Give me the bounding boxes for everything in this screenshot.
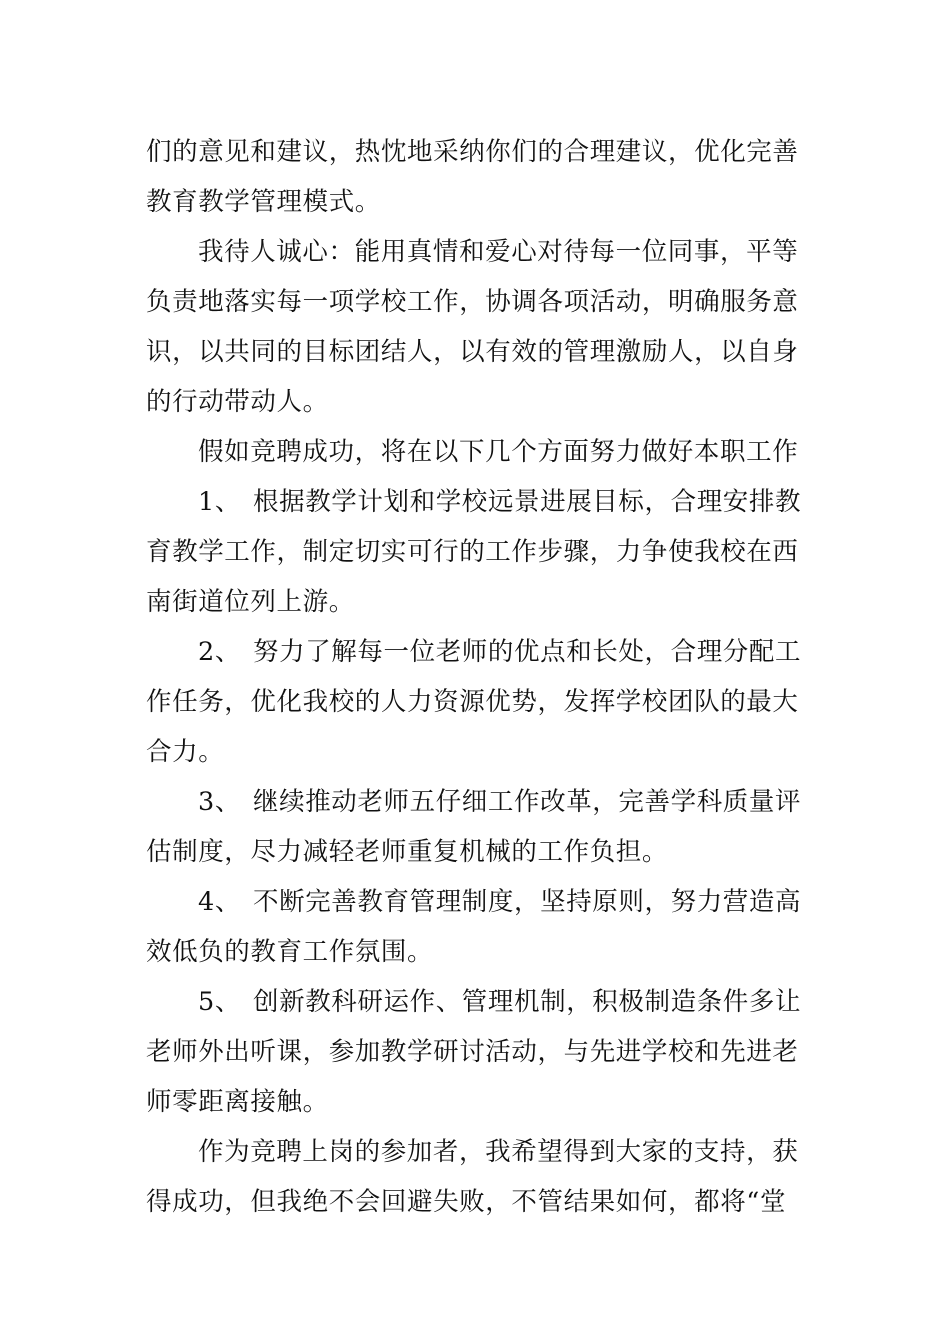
- text-line: 师零距离接触。: [146, 1087, 329, 1117]
- item-number: 5、: [198, 987, 241, 1017]
- text-line: 负责地落实每一项学校工作，协调各项活动，明确服务意: [146, 287, 799, 317]
- text-line: 们的意见和建议，热忱地采纳你们的合理建议，优化完善: [146, 137, 799, 167]
- text-line: 估制度，尽力减轻老师重复机械的工作负担。: [146, 837, 669, 867]
- text-line: [146, 477, 816, 527]
- paragraph: [146, 127, 816, 227]
- text-line: 南街道位列上游。: [146, 587, 355, 617]
- item-text: 努力了解每一位老师的优点和长处，合理分配工: [253, 637, 802, 667]
- item-text: 根据教学计划和学校远景进展目标，合理安排教: [253, 487, 802, 517]
- text-line: [146, 877, 816, 927]
- item-number: 3、: [198, 787, 241, 817]
- paragraph: [146, 1127, 816, 1227]
- numbered-item: [146, 877, 816, 977]
- text-line: [146, 627, 816, 677]
- item-number: 1、: [198, 487, 241, 517]
- numbered-item: [146, 777, 816, 877]
- text-line: 得成功，但我绝不会回避失败，不管结果如何，都将“堂: [146, 1187, 787, 1217]
- item-text: 创新教科研运作、管理机制，积极制造条件多让: [253, 987, 802, 1017]
- paragraph: [146, 227, 816, 427]
- paragraph: [146, 427, 816, 477]
- text-line: 作任务，优化我校的人力资源优势，发挥学校团队的最大: [146, 687, 799, 717]
- text-line: 老师外出听课，参加教学研讨活动，与先进学校和先进老: [146, 1037, 799, 1067]
- text-line: 作为竞聘上岗的参加者，我希望得到大家的支持，获: [198, 1137, 799, 1167]
- text-line: [146, 977, 816, 1027]
- item-number: 2、: [198, 637, 241, 667]
- text-line: 教育教学管理模式。: [146, 187, 381, 217]
- numbered-item: [146, 977, 816, 1127]
- numbered-item: [146, 477, 816, 627]
- text-line: 效低负的教育工作氛围。: [146, 937, 434, 967]
- text-line: 我待人诚心：能用真情和爱心对待每一位同事，平等: [198, 237, 799, 267]
- text-line: [146, 777, 816, 827]
- item-text: 不断完善教育管理制度，坚持原则，努力营造高: [253, 887, 802, 917]
- numbered-item: [146, 627, 816, 777]
- text-line: 的行动带动人。: [146, 387, 329, 417]
- text-line: 假如竞聘成功，将在以下几个方面努力做好本职工作: [198, 437, 799, 467]
- document-body: [146, 127, 816, 1227]
- item-number: 4、: [198, 887, 241, 917]
- text-line: 育教学工作，制定切实可行的工作步骤，力争使我校在西: [146, 537, 799, 567]
- item-text: 继续推动老师五仔细工作改革，完善学科质量评: [253, 787, 802, 817]
- text-line: 合力。: [146, 737, 225, 767]
- text-line: 识，以共同的目标团结人，以有效的管理激励人，以自身: [146, 337, 799, 367]
